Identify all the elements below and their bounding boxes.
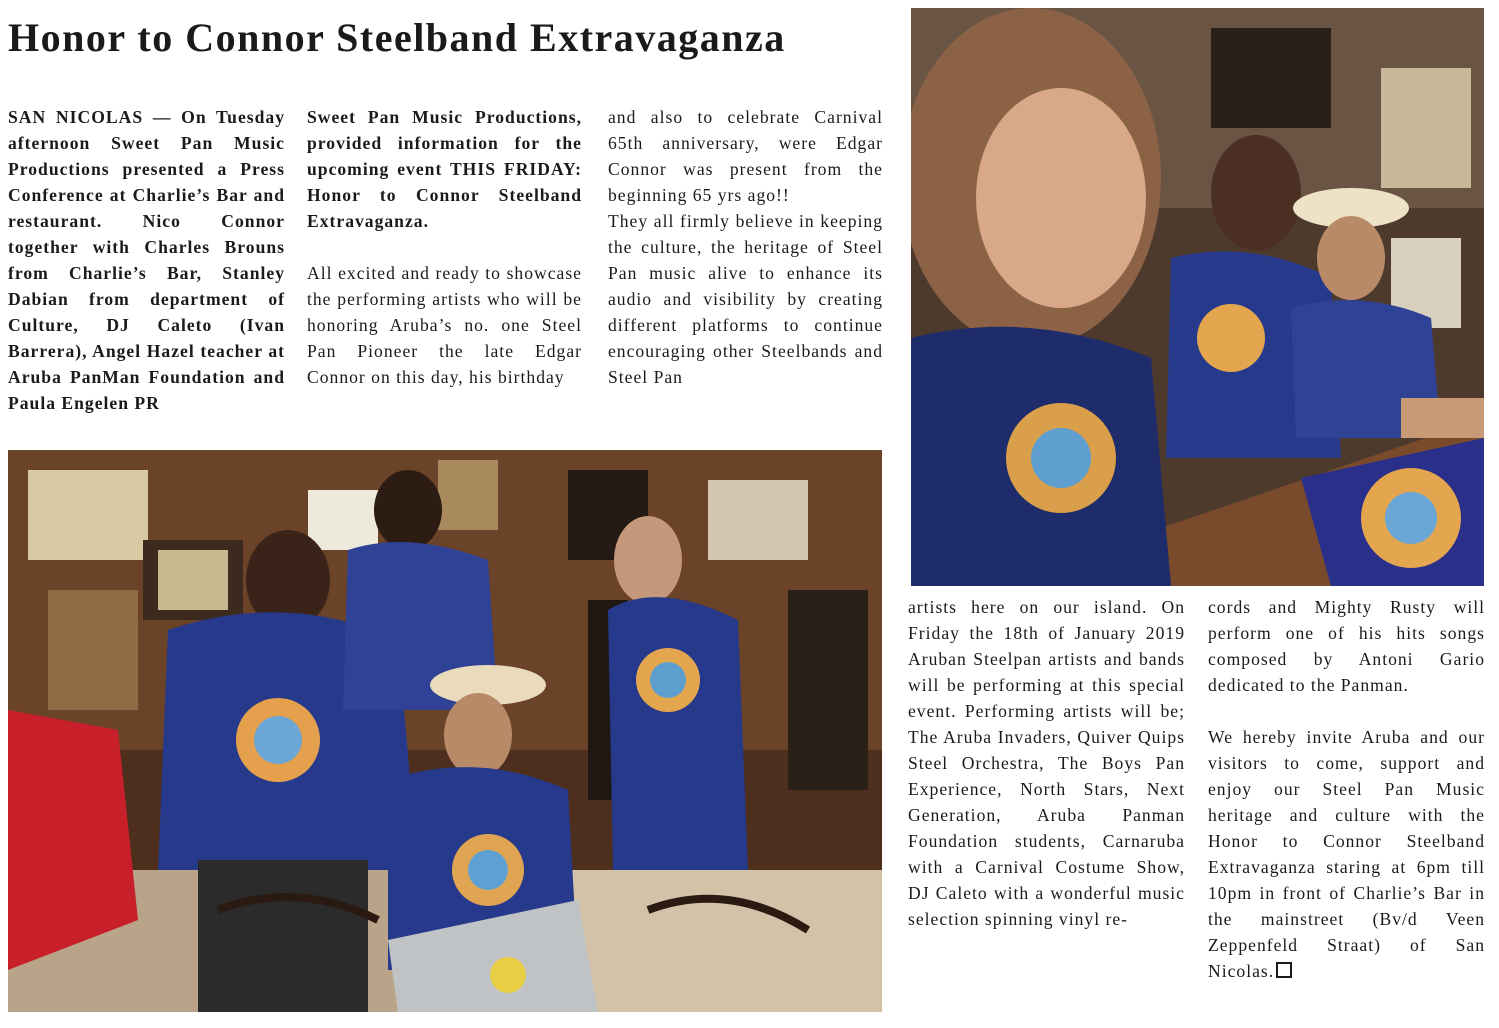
article-column-3 — [608, 104, 883, 390]
column-5-paragraph-1: cords and Mighty Rusty will perform one of his hits songs composed by Antoni Gario dedicated to the Panman. — [1208, 597, 1485, 695]
column-2-paragraph-2: All excited and ready to showcase the performing artists who will be honoring Aruba’s no. one Steel Pan Pioneer the late Edgar Connor on this day, his birthday — [307, 263, 582, 387]
end-of-article-mark — [1276, 962, 1292, 978]
selfie-photo — [911, 8, 1484, 586]
article-column-4 — [908, 594, 1185, 932]
article-headline: Honor to Connor Steelband Extravaganza — [8, 15, 786, 60]
article-column-5 — [1208, 594, 1485, 984]
press-conference-photo — [8, 450, 882, 1012]
column-5-paragraph-2-text: We hereby invite Aruba and our visitors to come, support and enjoy our Steel Pan Music heritage and culture with the Honor to Connor Steelband Extravaganza staring at 6pm till 10pm in front of Charlie’s Bar in the mainstreet (Bv/d Veen Zeppenfeld Straat) of San Nicolas. — [1208, 727, 1485, 981]
column-5-paragraph-2 — [1208, 724, 1485, 984]
column-3-paragraph-2: They all firmly believe in keeping the culture, the heritage of Steel Pan music alive to enhance its audio and visibility by creating different platforms to continue encouraging other Steelbands and Steel Pan — [608, 211, 883, 387]
article-column-2 — [307, 104, 582, 390]
column-3-paragraph-1: and also to celebrate Carnival 65th anniversary, were Edgar Connor was present from the beginning 65 yrs ago!! — [608, 107, 883, 205]
article-column-1 — [8, 104, 285, 416]
column-4-text: artists here on our island. On Friday the 18th of January 2019 Aruban Steelpan artists and bands will be performing at this special event. Performing artists will be; The Aruba Invaders, Quiver Quips Steel Orchestra, The Boys Pan Experience, North Stars, Next Generation, Aruba Panman Foundation students, Carnaruba with a Carnival Costume Show, DJ Caleto with a wonderful music selection spinning vinyl re- — [908, 597, 1185, 929]
column-2-paragraph-1: Sweet Pan Music Productions, provided information for the upcoming event THIS FRIDAY: Honor to Connor Steelband Extravaganza. — [307, 107, 582, 231]
column-1-text: SAN NICOLAS — On Tuesday afternoon Sweet Pan Music Productions presented a Press Conference at Charlie’s Bar and restaurant. Nico Connor together with Charles Brouns from Charlie’s Bar, Stanley Dabian from department of Culture, DJ Caleto (Ivan Barrera), Angel Hazel teacher at Aruba PanMan Foundation and Paula Engelen PR — [8, 107, 285, 413]
